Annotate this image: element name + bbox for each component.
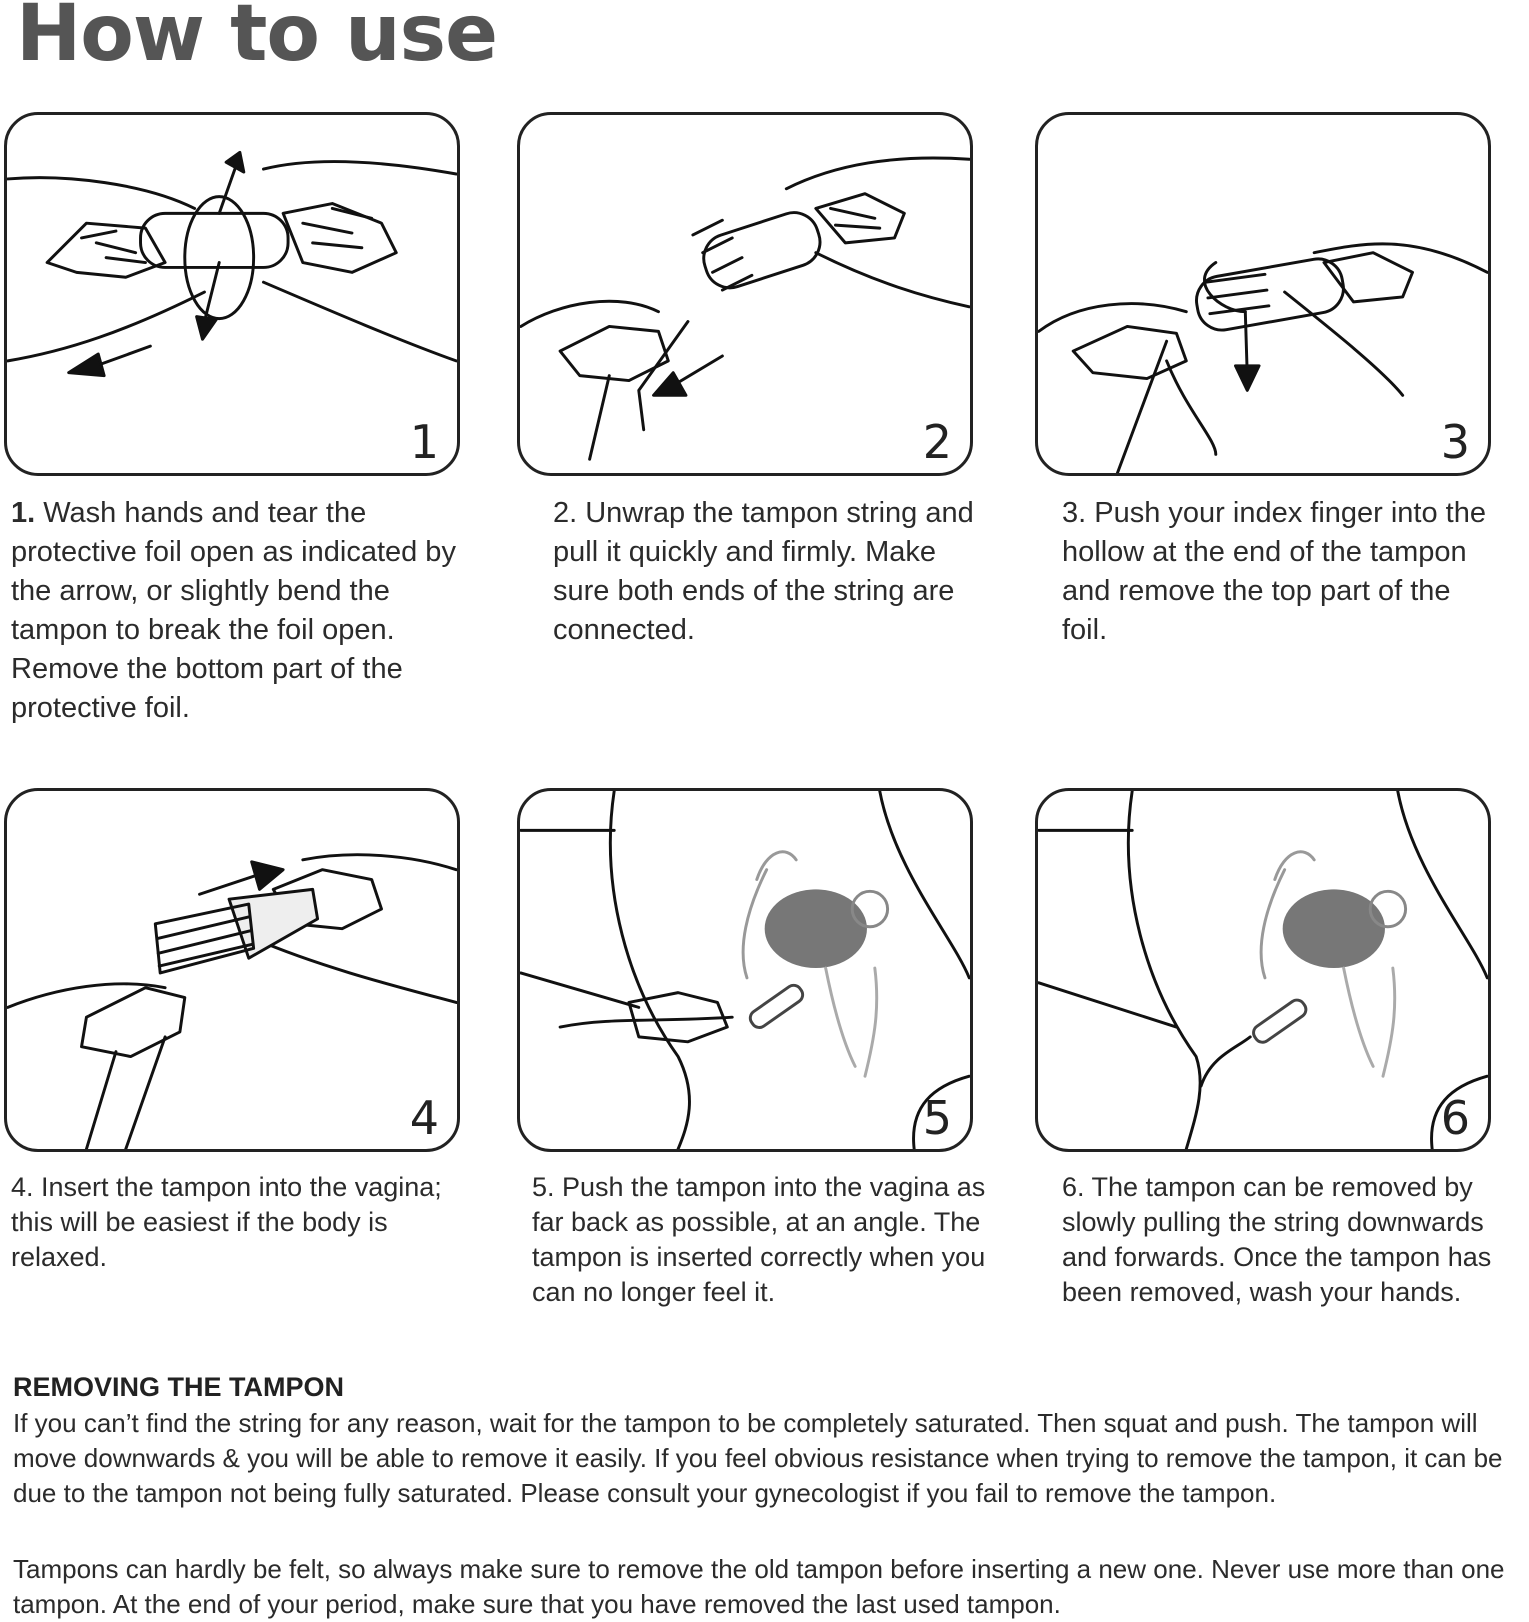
right-arm-lower xyxy=(816,253,969,307)
leg-outline xyxy=(1039,983,1177,1027)
right-hand xyxy=(1324,253,1413,302)
body-outline xyxy=(521,791,690,1149)
down-arrow-line xyxy=(204,263,219,322)
left-arm-top xyxy=(8,984,165,1008)
right-arm-top xyxy=(786,158,969,189)
left-hand xyxy=(82,988,185,1057)
right-arm-lower xyxy=(1285,292,1403,395)
step-4-caption: 4. Insert the tampon into the vagina; this will be easiest if the body is relaxed. xyxy=(11,1172,442,1272)
step-number: 2 xyxy=(922,415,952,469)
uterus xyxy=(1283,889,1385,968)
left-arm-lower xyxy=(8,292,205,361)
down-arrow-head xyxy=(1235,366,1259,391)
tampon-inside xyxy=(1250,997,1308,1045)
arrow-head xyxy=(654,373,686,396)
right-arm-lower xyxy=(263,282,456,361)
step-2-caption: 2. Unwrap the tampon string and pull it quickly and firmly. Make sure both ends of the string are connected. xyxy=(553,497,974,646)
uterus xyxy=(765,889,867,968)
step-6-illustration xyxy=(1035,788,1491,1152)
string xyxy=(639,322,688,430)
left-arrow-line xyxy=(96,346,150,366)
step-1-caption xyxy=(11,494,481,728)
step-number: 5 xyxy=(922,1091,952,1145)
left-arm-lower xyxy=(1117,341,1166,473)
left-arm-lower xyxy=(86,1037,165,1149)
foil-ring xyxy=(185,197,254,319)
step-number: 3 xyxy=(1440,415,1470,469)
tampon-stripes xyxy=(693,220,752,290)
left-arm-outline xyxy=(8,178,195,209)
step-1-text: Wash hands and tear the protective foil open as indicated by the arrow, or slightly bend the tampon to break the foil open. Remove the bottom part of the protective foil. xyxy=(11,497,456,724)
step-6-caption: 6. The tampon can be removed by slowly pulling the string downwards and forwards. Once the tampon has been removed, wash your hands. xyxy=(1062,1172,1492,1307)
body-outline xyxy=(1039,791,1200,1149)
removing-paragraph-2: Tampons can hardly be felt, so always make sure to remove the old tampon before inserting a new one. Never use more than one tampon. At the end of your period, make sure that you have removed the last used tampon. xyxy=(13,1554,1505,1619)
right-hand xyxy=(816,194,905,243)
up-arrow-line xyxy=(219,166,236,213)
removing-paragraph-1: If you can’t find the string for any reason, wait for the tampon to be completely saturated. Then squat and push. The tampon will move downwards & you will be able to remove it easily. If you feel obvious resistance when trying to remove the tampon, it can be due to the tampon not being fully saturated. Please consult your gynecologist if you fail to remove the tampon. xyxy=(13,1408,1503,1508)
step-3-illustration xyxy=(1035,112,1491,476)
down-arrow-head xyxy=(197,317,217,340)
page-title: How to use xyxy=(16,0,497,79)
arrow-line xyxy=(200,875,259,895)
rotate-arrow-curve xyxy=(1204,263,1245,312)
removing-heading: REMOVING THE TAMPON xyxy=(13,1372,345,1402)
step-5-caption: 5. Push the tampon into the vagina as far back as possible, at an angle. The tampon is inserted correctly when you can no longer feel it. xyxy=(532,1172,986,1307)
rectum xyxy=(826,968,877,1076)
left-arm-top xyxy=(1039,304,1187,332)
tampon-shape xyxy=(697,206,826,294)
step-1-lead: 1. xyxy=(11,497,36,529)
step-number: 6 xyxy=(1440,1091,1470,1145)
string xyxy=(1167,361,1216,454)
arrow-head xyxy=(252,862,283,890)
step-3-caption: 3. Push your index finger into the hollow at the end of the tampon and remove the top part of the foil. xyxy=(1062,497,1486,646)
step-5-illustration xyxy=(517,788,973,1152)
arrow-line xyxy=(673,356,722,386)
left-arm-top xyxy=(521,301,659,326)
right-arm-top xyxy=(263,162,456,174)
left-arm-lower xyxy=(590,376,610,460)
string xyxy=(1201,1037,1250,1086)
step-4-illustration xyxy=(4,788,460,1152)
left-arrow-head xyxy=(69,354,104,376)
step-2-illustration xyxy=(517,112,973,476)
tampon-stripes xyxy=(1206,274,1269,313)
left-hand xyxy=(47,223,165,277)
hand-arm xyxy=(521,973,732,1027)
step-number: 4 xyxy=(409,1091,439,1145)
rectum xyxy=(1344,968,1395,1076)
tampon-inside xyxy=(747,982,805,1030)
right-arm-lower xyxy=(254,939,457,1003)
step-1-illustration xyxy=(4,112,460,476)
step-number: 1 xyxy=(409,415,439,469)
right-arm-top xyxy=(303,855,456,870)
right-hand xyxy=(283,204,396,273)
